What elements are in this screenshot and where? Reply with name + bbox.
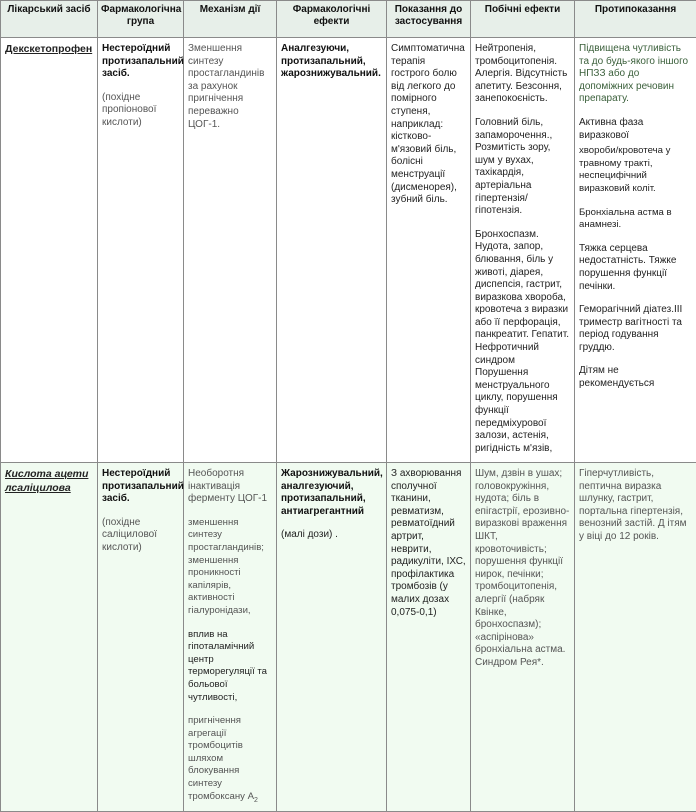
contraindications-cell: [575, 463, 696, 812]
side-effects-text: Бронхоспазм. Нудота, запор, блювання, біль у животі, діарея, диспепсія, гастрит, виразкова хвороба, кровотеча з виразки або її перфорація, панкреатит. Гепатит. Нефротичний синдром Порушення менструального циклу, порушення функції передміхурової залози, астенія, ригідність м'язів,: [475, 229, 570, 456]
contraindications-text: Бронхіальна астма в анамнезі.: [579, 207, 692, 232]
contraindications-text: хвороби/кровотеча у травному тракті, неспецифічний виразковий коліт.: [579, 145, 692, 195]
header-contraindications: Протипоказання: [575, 1, 696, 38]
header-side-effects: Побічні ефекти: [471, 1, 575, 38]
mechanism-text: зменшення синтезу простагландинів; зменшення проникності капілярів, активності гіалуронідази,: [188, 517, 272, 618]
side-effects-cell: [471, 38, 575, 463]
drug-name[interactable]: Кислота ацетилсаліцилова: [5, 468, 88, 494]
mechanism-text: Зменшення синтезу простагландинів за рахунок пригнічення переважно ЦОГ-1.: [188, 43, 272, 131]
group-cell: [98, 38, 184, 463]
effects-text: Аналгезуючи, протизапальний, жарознижувальний.: [281, 43, 382, 81]
side-effects-cell: [471, 463, 575, 812]
group-note: (похідне пропіонової кислоти): [102, 92, 179, 130]
table-row: [1, 463, 696, 812]
effects-cell: [277, 38, 387, 463]
mechanism-cell: [184, 38, 277, 463]
group-note: (похідне саліцилової кислоти): [102, 517, 179, 555]
group-name: Нестероїдний протизапальний засіб.: [102, 468, 179, 506]
header-drug: Лікарський засіб: [1, 1, 98, 38]
contraindications-cell: [575, 38, 696, 463]
effects-cell: [277, 463, 387, 812]
indications-cell: [387, 38, 471, 463]
indications-text: З ахворювання сполучної тканини, ревматизм, ревматоїдний артрит, неврити, радикуліти, ІХС, профілактика тромбозів (у малих дозах 0,075-0,1): [391, 468, 466, 619]
group-cell: [98, 463, 184, 812]
drug-cell: [1, 463, 98, 812]
contraindications-text: Підвищена чутливість та до будь-якого іншого НПЗЗ або до допоміжних речовин препарату.: [579, 43, 692, 106]
effects-text: Жарознижувальний, аналгезуючий, протизапальний, антиагрегантний: [281, 468, 382, 518]
drug-name[interactable]: Декскетопрофен: [5, 43, 92, 55]
mechanism-text: Необоротня інактивація ферменту ЦОГ-1: [188, 468, 272, 506]
table-row: [1, 38, 696, 463]
contraindications-text: Геморагічний діатез.ІІІ триместр вагітності та період годування груддю.: [579, 304, 692, 354]
header-group: Фармакологічна група: [98, 1, 184, 38]
group-name: Нестероїдний протизапальний засіб.: [102, 43, 179, 81]
side-effects-text: Нейтропенія, тромбоцитопенія. Алергія. Відсутність апетиту. Безсоння, занепокоєність.: [475, 43, 570, 106]
header-indications: Показання до застосування: [387, 1, 471, 38]
mechanism-cell: [184, 463, 277, 812]
header-row: [1, 1, 696, 38]
side-effects-text: Шум, дзвін в ушах; головокружіння, нудота; біль в епігастрії, ерозивно-виразкові враження ШКТ, кровоточивість; порушення функції нирок, печінки; тромбоцитопенія, алергії (набряк Квінке, бронхоспазм); «аспірінова» бронхіальна астма. Синдром Рея*.: [475, 468, 570, 670]
effects-note: (малі дози) .: [281, 529, 382, 542]
mechanism-text: вплив на гіпоталамічний центр терморегуляції та больової чутливості,: [188, 629, 272, 705]
mechanism-text: пригнічення агрегації тромбоцитів шляхом блокування синтезу тромбоксану $А_2$: [188, 715, 272, 807]
contraindications-text: Активна фаза виразкової: [579, 117, 692, 142]
drug-cell: [1, 38, 98, 463]
contraindications-text: Гіперчутливість, пептична виразка шлунку, гастрит, портальна гіпертензія, венозний застій. Д ітям у віці до 12 років.: [579, 468, 692, 544]
side-effects-text: Головний біль, запаморочення., Розмитість зору, шум у вухах, тахікардія, артеріальна гіпертензія/гіпотензія.: [475, 117, 570, 218]
indications-cell: [387, 463, 471, 812]
indications-text: Симптоматична терапія гострого болю від легкого до помірного ступеня, наприклад: кістково-м'язовий біль, болісні менструації (дисменорея), зубний біль.: [391, 43, 466, 207]
contraindications-text: Дітям не рекомендується: [579, 365, 692, 390]
contraindications-text: Тяжка серцева недостатність. Тяжке порушення функції печінки.: [579, 243, 692, 293]
header-mechanism: Механізм дії: [184, 1, 277, 38]
header-effects: Фармакологічні ефекти: [277, 1, 387, 38]
